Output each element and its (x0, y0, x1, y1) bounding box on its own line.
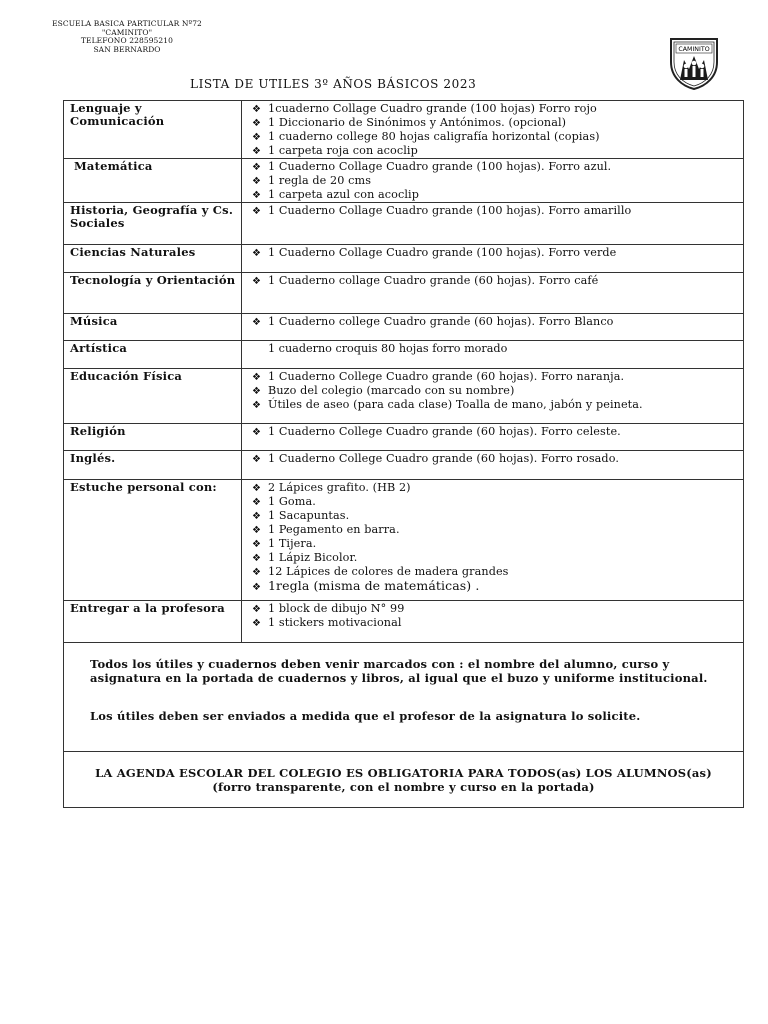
list-item: ❖ 1 Cuaderno College Cuadro grande (60 hojas). Forro naranja. (252, 370, 625, 383)
list-item: ❖ 12 Lápices de colores de madera grandes (252, 565, 509, 578)
page-title: LISTA DE UTILES 3º AÑOS BÁSICOS 2023 (190, 77, 477, 91)
table-row (64, 601, 744, 643)
table-row (64, 314, 744, 341)
bullet-icon: ❖ (252, 618, 262, 629)
list-item: ❖ 1 block de dibujo N° 99 (252, 602, 405, 615)
list-item: ❖ 1 Sacapuntas. (252, 509, 350, 522)
table-row (64, 159, 744, 203)
table-row (64, 752, 744, 808)
items-cell (242, 480, 744, 601)
bullet-icon: ❖ (252, 454, 262, 465)
subject-cell: Entregar a la profesora (64, 601, 242, 643)
bullet-icon: ❖ (252, 118, 262, 129)
table-row (64, 369, 744, 424)
table-row (64, 451, 744, 480)
bullet-icon: ❖ (252, 317, 262, 328)
list-item: ❖ 2 Lápices grafito. (HB 2) (252, 481, 411, 494)
list-item: ❖ 1 Goma. (252, 495, 316, 508)
agenda-cell (64, 752, 744, 808)
bullet-icon: ❖ (252, 104, 262, 115)
bullet-icon: ❖ (252, 511, 262, 522)
list-item: ❖ 1 Cuaderno Collage Cuadro grande (100 hojas). Forro azul. (252, 160, 612, 173)
subject-cell: Inglés. (64, 451, 242, 480)
school-header (42, 20, 212, 54)
school-commune: SAN BERNARDO (93, 44, 161, 54)
list-item: ❖ 1 regla de 20 cms (252, 174, 372, 187)
list-item: ❖ 1 Tijera. (252, 537, 317, 550)
list-item: ❖ 1 Cuaderno Collage Cuadro grande (100 hojas). Forro verde (252, 246, 617, 259)
notes-cell (64, 643, 744, 752)
list-item: ❖ Útiles de aseo (para cada clase) Toalla de mano, jabón y peineta. (252, 398, 643, 411)
bullet-icon: ❖ (252, 483, 262, 494)
subject-cell: Ciencias Naturales (64, 245, 242, 273)
list-item: ❖ 1 Diccionario de Sinónimos y Antónimos. (opcional) (252, 116, 567, 129)
items-cell (242, 245, 744, 273)
agenda-line-2: (forro transparente, con el nombre y curso en la portada) (212, 780, 595, 794)
items-cell (242, 101, 744, 159)
items-cell (242, 203, 744, 245)
items-cell (242, 601, 744, 643)
items-cell (242, 159, 744, 203)
bullet-icon: ❖ (252, 276, 262, 287)
table-row (64, 341, 744, 369)
delivery-note: Los útiles deben ser enviados a medida que el profesor de la asignatura lo solicite. (90, 709, 641, 723)
marking-note: Todos los útiles y cuadernos deben venir marcados con : el nombre del alumno, curso y asignatura en la portada de cuadernos y libros, al igual que el buzo y uniforme institucional. (90, 657, 708, 685)
bullet-icon: ❖ (252, 386, 262, 397)
table-row (64, 273, 744, 314)
table-row (64, 643, 744, 752)
bullet-icon: ❖ (252, 582, 262, 593)
list-item: ❖ 1 Cuaderno Collage Cuadro grande (100 hojas). Forro amarillo (252, 204, 632, 217)
items-cell (242, 314, 744, 341)
list-item: ❖ 1 Pegamento en barra. (252, 523, 400, 536)
subject-cell: Estuche personal con: (64, 480, 242, 601)
list-item: ❖ 1 carpeta azul con acoclip (252, 188, 419, 201)
list-item: ❖ 1regla (misma de matemáticas) . (252, 578, 480, 593)
bullet-icon: ❖ (252, 525, 262, 536)
agenda-line-1: LA AGENDA ESCOLAR DEL COLEGIO ES OBLIGATORIA PARA TODOS(as) LOS ALUMNOS(as) (95, 766, 712, 780)
list-item: ❖ 1cuaderno Collage Cuadro grande (100 hojas) Forro rojo (252, 102, 597, 115)
table-row (64, 203, 744, 245)
items-cell (242, 369, 744, 424)
bullet-icon: ❖ (252, 427, 262, 438)
list-item: ❖ 1 Lápiz Bicolor. (252, 551, 358, 564)
bullet-icon: ❖ (252, 190, 262, 201)
list-item: ❖ 1 stickers motivacional (252, 616, 402, 629)
table-row (64, 245, 744, 273)
supplies-table (63, 100, 744, 808)
bullet-icon: ❖ (252, 372, 262, 383)
bullet-icon: ❖ (252, 248, 262, 259)
list-item: ❖ 1 Cuaderno college Cuadro grande (60 hojas). Forro Blanco (252, 315, 614, 328)
list-item: ❖ 1 carpeta roja con acoclip (252, 144, 418, 157)
list-item: ❖ 1 cuaderno college 80 hojas caligrafía horizontal (copias) (252, 130, 600, 143)
subject-cell: Lenguaje y Comunicación (64, 101, 242, 159)
bullet-icon: ❖ (252, 206, 262, 217)
list-item: ❖ 1 Cuaderno College Cuadro grande (60 hojas). Forro rosado. (252, 452, 619, 465)
bullet-icon: ❖ (252, 497, 262, 508)
bullet-icon: ❖ (252, 176, 262, 187)
bullet-icon: ❖ (252, 553, 262, 564)
list-item: ❖ 1 Cuaderno College Cuadro grande (60 hojas). Forro celeste. (252, 425, 621, 438)
bullet-icon: ❖ (252, 604, 262, 615)
list-item: ❖ 1 Cuaderno collage Cuadro grande (60 hojas). Forro café (252, 274, 599, 287)
items-cell (242, 273, 744, 314)
list-item: ❖ Buzo del colegio (marcado con su nombre) (252, 384, 515, 397)
logo-text: CAMINITO (678, 46, 710, 53)
table-row (64, 424, 744, 451)
school-name: ESCUELA BASICA PARTICULAR Nº72 (52, 19, 202, 28)
bullet-icon: ❖ (252, 162, 262, 173)
school-phone: TELEFONO 228595210 (80, 36, 174, 45)
subject-cell: Historia, Geografía y Cs. Sociales (64, 203, 242, 245)
bullet-icon: ❖ (252, 567, 262, 578)
subject-cell: Artística (64, 341, 242, 369)
school-alias: "CAMINITO" (101, 27, 153, 37)
list-item: 1 cuaderno croquis 80 hojas forro morado (268, 342, 508, 355)
school-crest-logo (668, 36, 720, 90)
table-row (64, 480, 744, 601)
items-cell (242, 424, 744, 451)
subject-cell: Música (64, 314, 242, 341)
items-cell (242, 341, 744, 369)
subject-cell: Religión (64, 424, 242, 451)
subject-cell: Educación Física (64, 369, 242, 424)
bullet-icon: ❖ (252, 132, 262, 143)
items-cell (242, 451, 744, 480)
bullet-icon: ❖ (252, 400, 262, 411)
bullet-icon: ❖ (252, 146, 262, 157)
table-row (64, 101, 744, 159)
subject-cell: Matemática (64, 159, 242, 203)
subject-cell: Tecnología y Orientación (64, 273, 242, 314)
bullet-icon: ❖ (252, 539, 262, 550)
